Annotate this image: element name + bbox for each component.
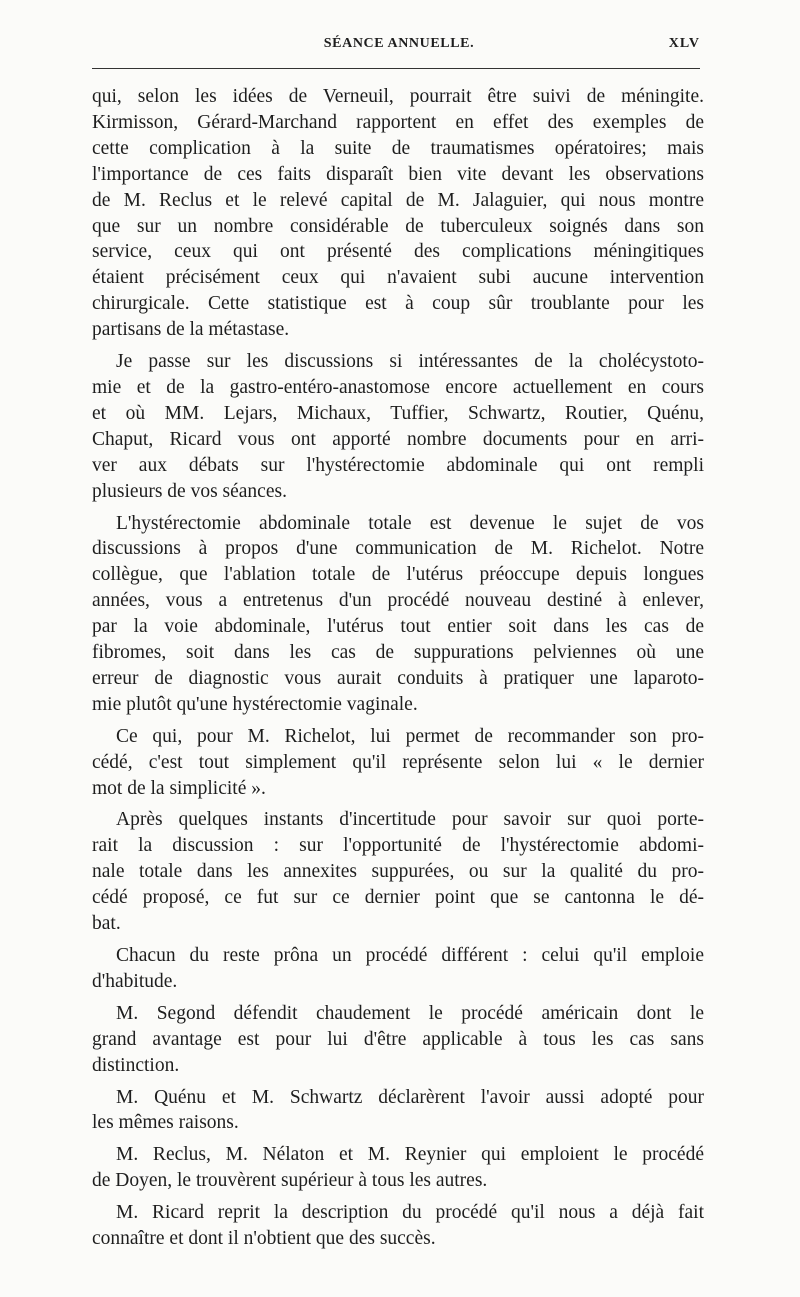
text-line: les mêmes raisons. [92, 1112, 239, 1134]
text-line: qui, selon les idées de Verneuil, pourrait être suivi de méningite. [92, 86, 704, 107]
text-line: cédé, c'est tout simplement qu'il représente selon lui « le dernier [92, 751, 704, 773]
text-line: étaient précisément ceux qui n'avaient subi aucune intervention [92, 267, 704, 289]
text-line: Kirmisson, Gérard-Marchand rapportent en effet des exemples de [92, 111, 704, 133]
paragraph [92, 1085, 704, 1137]
text-line: mie plutôt qu'une hystérectomie vaginale. [92, 693, 418, 715]
paragraph [92, 1142, 704, 1194]
text-line: d'habitude. [92, 970, 178, 992]
text-line: de Doyen, le trouvèrent supérieur à tous les autres. [92, 1170, 488, 1192]
text-line: discussions à propos d'une communication de M. Richelot. Notre [92, 538, 704, 560]
paragraph [92, 511, 704, 718]
text-line: Chacun du reste prôna un procédé différent : celui qu'il emploie [116, 945, 704, 966]
text-line: Après quelques instants d'incertitude pour savoir sur quoi porte- [116, 809, 704, 831]
text-line: par la voie abdominale, l'utérus tout entier soit dans les cas de [92, 616, 704, 638]
text-line: bat. [92, 913, 121, 935]
text-line: connaître et dont il n'obtient que des succès. [92, 1228, 436, 1250]
page-number: XLV [668, 36, 700, 51]
running-head [92, 36, 706, 58]
paragraph [92, 349, 704, 504]
text-line: collègue, que l'ablation totale de l'utérus préoccupe depuis longues [92, 564, 704, 586]
header-rule [92, 68, 700, 69]
text-line: que sur un nombre considérable de tuberculeux soignés dans son [92, 215, 704, 237]
text-line: mot de la simplicité ». [92, 777, 266, 799]
text-line: M. Quénu et M. Schwartz déclarèrent l'avoir aussi adopté pour [116, 1086, 704, 1108]
text-line: rait la discussion : sur l'opportunité de l'hystérectomie abdomi- [92, 835, 704, 857]
text-line: et où MM. Lejars, Michaux, Tuffier, Schwartz, Routier, Quénu, [92, 402, 704, 424]
text-line: L'hystérectomie abdominale totale est devenue le sujet de vos [116, 512, 704, 534]
text-line: M. Ricard reprit la description du procédé qu'il nous a déjà fait [116, 1202, 704, 1224]
text-line: de M. Reclus et le relevé capital de M. Jalaguier, qui nous montre [92, 189, 704, 211]
text-line: grand avantage est pour lui d'être applicable à tous les cas sans [92, 1028, 704, 1050]
paragraph [92, 943, 704, 995]
text-line: M. Reclus, M. Nélaton et M. Reynier qui emploient le procédé [116, 1144, 704, 1166]
running-head-title: SÉANCE ANNUELLE. [323, 36, 475, 51]
text-line: l'importance de ces faits disparaît bien vite devant les observations [92, 163, 704, 185]
text-line: partisans de la métastase. [92, 319, 290, 341]
text-line: Je passe sur les discussions si intéressantes de la cholécystoto- [116, 351, 704, 373]
text-line: distinction. [92, 1054, 180, 1076]
text-line: nale totale dans les annexites suppurées, ou sur la qualité du pro- [92, 861, 704, 883]
text-line: M. Segond défendit chaudement le procédé américain dont le [116, 1002, 704, 1024]
paragraph [92, 807, 704, 937]
body-text [92, 84, 704, 1258]
text-line: Chaput, Ricard vous ont apporté nombre documents pour en arri- [92, 428, 704, 450]
text-line: cette complication à la suite de traumatismes opératoires; mais [92, 137, 704, 159]
paragraph [92, 1001, 704, 1079]
text-line: plusieurs de vos séances. [92, 480, 287, 502]
text-line: fibromes, soit dans les cas de suppurations pelviennes où une [92, 642, 704, 664]
text-line: cédé proposé, ce fut sur ce dernier point que se cantonna le dé- [92, 887, 704, 909]
text-line: années, vous a entretenus d'un procédé nouveau destiné à enlever, [92, 590, 704, 612]
paragraph [92, 84, 704, 343]
paragraph [92, 1200, 704, 1252]
text-line: mie et de la gastro-entéro-anastomose encore actuellement en cours [92, 376, 704, 398]
text-line: service, ceux qui ont présenté des complications méningitiques [92, 241, 704, 263]
text-line: Ce qui, pour M. Richelot, lui permet de recommander son pro- [116, 725, 704, 747]
text-line: ver aux débats sur l'hystérectomie abdominale qui ont rempli [92, 454, 704, 476]
text-line: chirurgicale. Cette statistique est à coup sûr troublante pour les [92, 293, 704, 315]
text-line: erreur de diagnostic vous aurait conduits à pratiquer une laparoto- [92, 667, 704, 689]
paragraph [92, 724, 704, 802]
